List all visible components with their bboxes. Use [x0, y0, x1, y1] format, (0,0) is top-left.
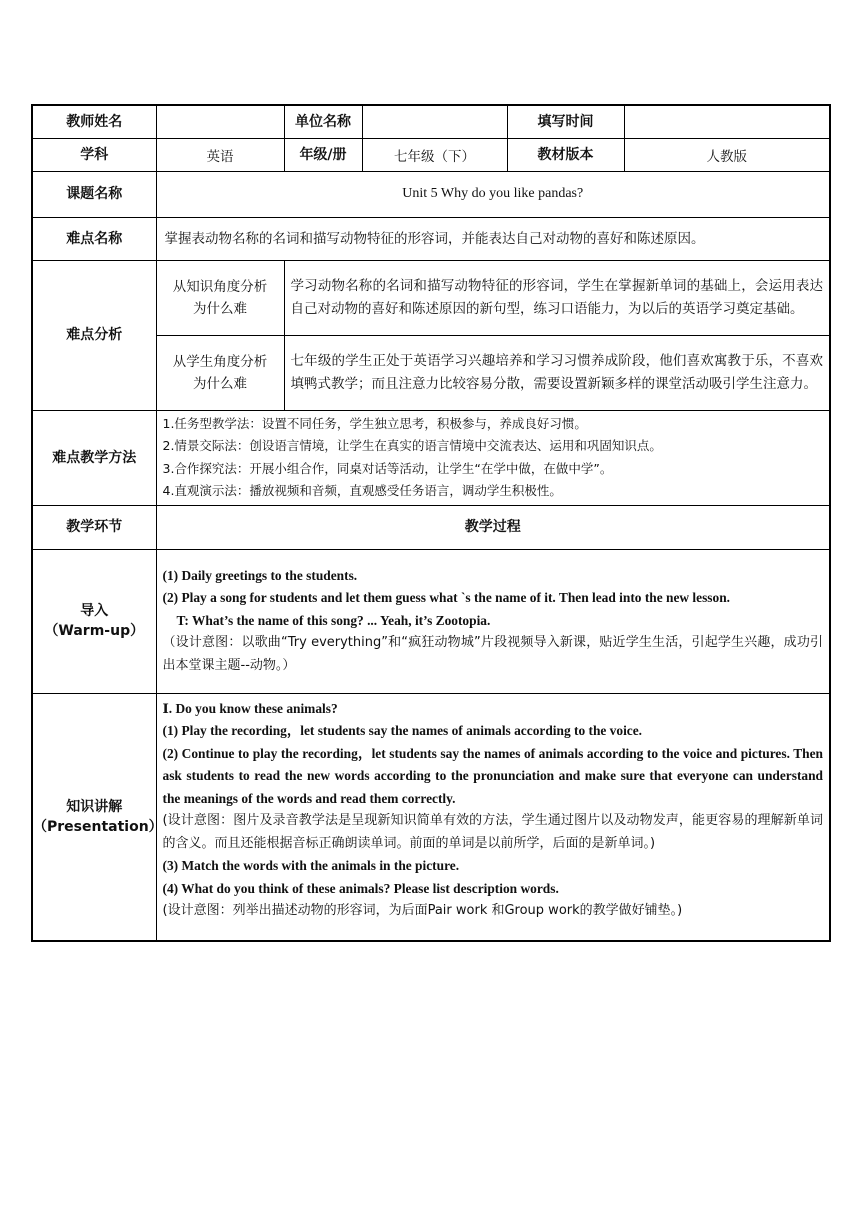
presentation-step-1: (1) Play the recording，let students say the names of animals according to the voice. [162, 723, 643, 738]
warmup-row [32, 549, 830, 693]
warmup-step-1: (1) Daily greetings to the students. [162, 567, 358, 583]
stage-header-label: 教学环节 [32, 505, 156, 549]
presentation-row [32, 693, 830, 941]
student-label-line-1: 从学生角度分析 [172, 353, 268, 370]
lesson-plan-table [31, 104, 831, 942]
method-item: 2.情景交际法：创设语言情境，让学生在真实的语言情境中交流表达、运用和巩固知识点。 [162, 438, 662, 453]
process-header-label: 教学过程 [156, 505, 830, 549]
student-analysis-label [156, 335, 284, 410]
student-label-line-2: 为什么难 [193, 375, 247, 392]
subject-value: 英语 [156, 138, 284, 171]
presentation-content [156, 693, 830, 941]
fill-date-label: 填写时间 [507, 105, 624, 138]
presentation-design-note-2: (设计意图：列举出描述动物的形容词，为后面Pair work 和Group work的教学做好铺垫。) [162, 903, 683, 918]
knowledge-analysis-label [156, 260, 284, 335]
difficulty-value: 掌握表动物名称的名词和描写动物特征的形容词，并能表达自己对动物的喜好和陈述原因。 [156, 217, 830, 260]
subject-label: 学科 [32, 138, 156, 171]
methods-row [32, 410, 830, 505]
header-row-2 [32, 138, 830, 171]
presentation-stage-label [32, 693, 163, 941]
presentation-step-3: (3) Match the words with the animals in the picture. [162, 858, 460, 873]
process-header-row [32, 505, 830, 549]
grade-value: 七年级（下） [362, 138, 507, 171]
topic-row [32, 171, 830, 217]
warmup-dialogue: T: What’s the name of this song? ... Yeah, it’s Zootopia. [176, 612, 491, 628]
topic-value: Unit 5 Why do you like pandas? [156, 171, 830, 217]
teacher-name-label: 教师姓名 [32, 105, 156, 138]
grade-label: 年级/册 [284, 138, 362, 171]
unit-name-value [362, 105, 507, 138]
fill-date-value [624, 105, 830, 138]
presentation-label-cn: 知识讲解 [66, 798, 123, 815]
knowledge-analysis-text: 学习动物名称的名词和描写动物特征的形容词，学生在掌握新单词的基础上，会运用表达自己对动物的喜好和陈述原因的新句型，练习口语能力，为以后的英语学习奠定基础。 [284, 260, 830, 335]
teacher-name-value [156, 105, 284, 138]
unit-name-label: 单位名称 [284, 105, 362, 138]
presentation-step-2: (2) Continue to play the recording，let students say the names of animals according to the voice and pictures. Then ask students to read the new words according to the pronunciation and make sure that everyone can understand the meanings of the words and read them correctly. [162, 745, 823, 806]
warmup-stage-label [32, 549, 156, 693]
topic-label: 课题名称 [32, 171, 156, 217]
student-analysis-text: 七年级的学生正处于英语学习兴趣培养和学习习惯养成阶段，他们喜欢寓教于乐，不喜欢填鸭式教学；而且注意力比较容易分散，需要设置新颖多样的课堂活动吸引学生注意力。 [284, 335, 830, 410]
edition-value: 人教版 [624, 138, 830, 171]
warmup-content [156, 549, 830, 693]
presentation-step-4: (4) What do you think of these animals? Please list description words. [162, 880, 559, 896]
knowledge-label-line-2: 为什么难 [193, 300, 247, 317]
header-row-1 [32, 105, 830, 138]
warmup-step-2: (2) Play a song for students and let them guess what `s the name of it. Then lead into the new lesson. [162, 590, 731, 606]
methods-list [156, 410, 830, 505]
difficulty-row [32, 217, 830, 260]
knowledge-label-line-1: 从知识角度分析 [172, 278, 268, 295]
analysis-row-knowledge [32, 260, 830, 335]
method-item: 4.直观演示法：播放视频和音频，直观感受任务语言，调动学生积极性。 [162, 483, 562, 498]
edition-label: 教材版本 [507, 138, 624, 171]
analysis-label: 难点分析 [32, 260, 156, 410]
warmup-label-en: （Warm-up） [44, 623, 145, 639]
method-item: 3.合作探究法：开展小组合作，同桌对话等活动，让学生“在学中做，在做中学”。 [162, 460, 613, 476]
presentation-design-note-1: (设计意图：图片及录音教学法是呈现新知识简单有效的方法，学生通过图片以及动物发声，能更容易的理解新单词的含义。而且还能根据音标正确朗读单词。前面的单词是以前所学，后面的是新单词。) [162, 813, 823, 851]
difficulty-label: 难点名称 [32, 217, 156, 260]
presentation-section-title: Ⅰ. Do you know these animals? [162, 700, 338, 716]
presentation-label-en: （Presentation） [33, 818, 163, 835]
warmup-label-cn: 导入 [80, 603, 109, 619]
methods-label: 难点教学方法 [32, 410, 156, 505]
warmup-design-note: （设计意图：以歌曲“Try everything”和“疯狂动物城”片段视频导入新课，贴近学生生活，引起学生兴趣，成功引出本堂课主题--动物。） [162, 635, 823, 673]
method-item: 1.任务型教学法：设置不同任务，学生独立思考，积极参与，养成良好习惯。 [162, 415, 587, 431]
